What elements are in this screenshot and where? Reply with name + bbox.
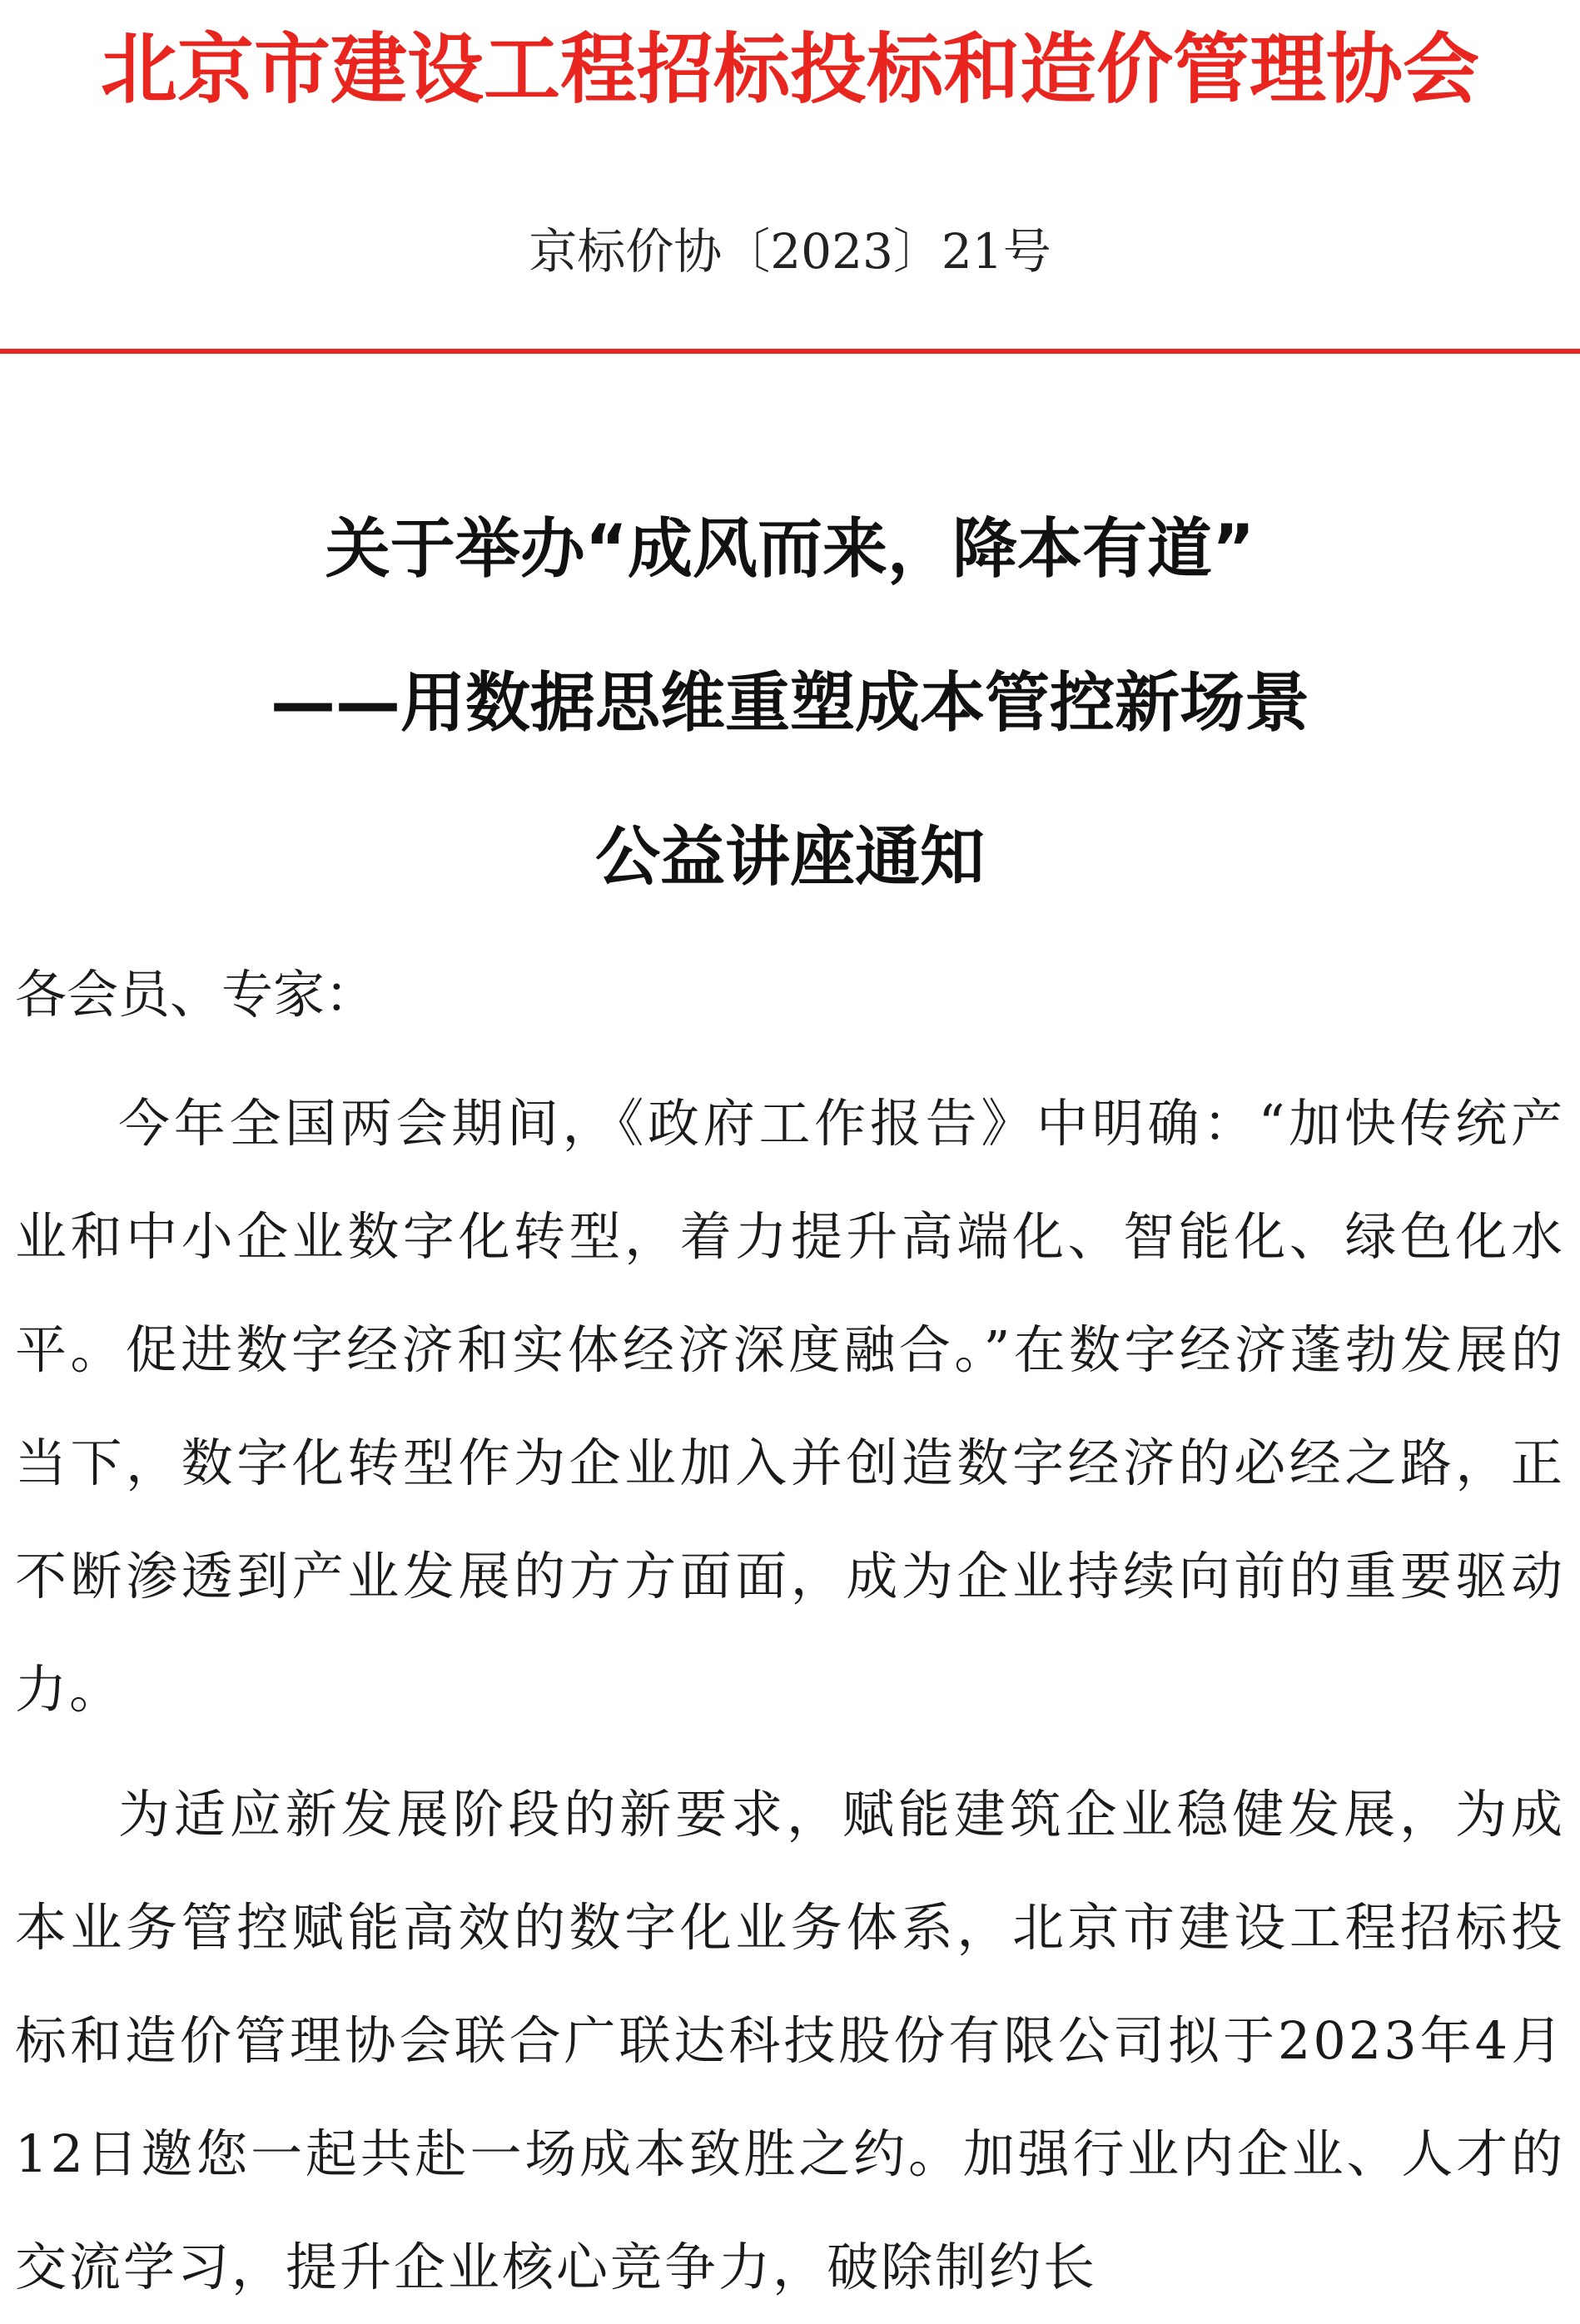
issuing-organization-header: 北京市建设工程招标投标和造价管理协会 [100, 24, 1479, 114]
body-paragraph-2: 为适应新发展阶段的新要求，赋能建筑企业稳健发展，为成本业务管控赋能高效的数字化业务体系，北京市建设工程招标投标和造价管理协会联合广联达科技股份有限公司拟于2023年4月12日邀您一起共赴一场成本致胜之约。加强行业内企业、人才的交流学习，提升企业核心竞争力，破除制约长 [15, 1784, 1565, 2297]
notice-title-line-2: ——用数据思维重塑成本管控新场景 [270, 666, 1309, 741]
body-paragraph-1: 今年全国两会期间，《政府工作报告》中明确：“加快传统产业和中小企业数字化转型，着力提升高端化、智能化、绿色化水平。促进数字经济和实体经济深度融合。”在数字经济蓬勃发展的当下，数字化转型作为企业加入并创造数字经济的必经之路，正不断渗透到产业发展的方方面面，成为企业持续向前的重要驱动力。 [15, 1093, 1565, 1720]
salutation: 各会员、专家： [15, 964, 377, 1025]
notice-title-line-3: 公益讲座通知 [594, 820, 985, 895]
red-divider-line [0, 349, 1580, 354]
notice-title-line-1: 关于举办“成风而来，降本有道” [325, 512, 1255, 587]
document-number: 京标价协〔2023〕21号 [529, 223, 1051, 280]
